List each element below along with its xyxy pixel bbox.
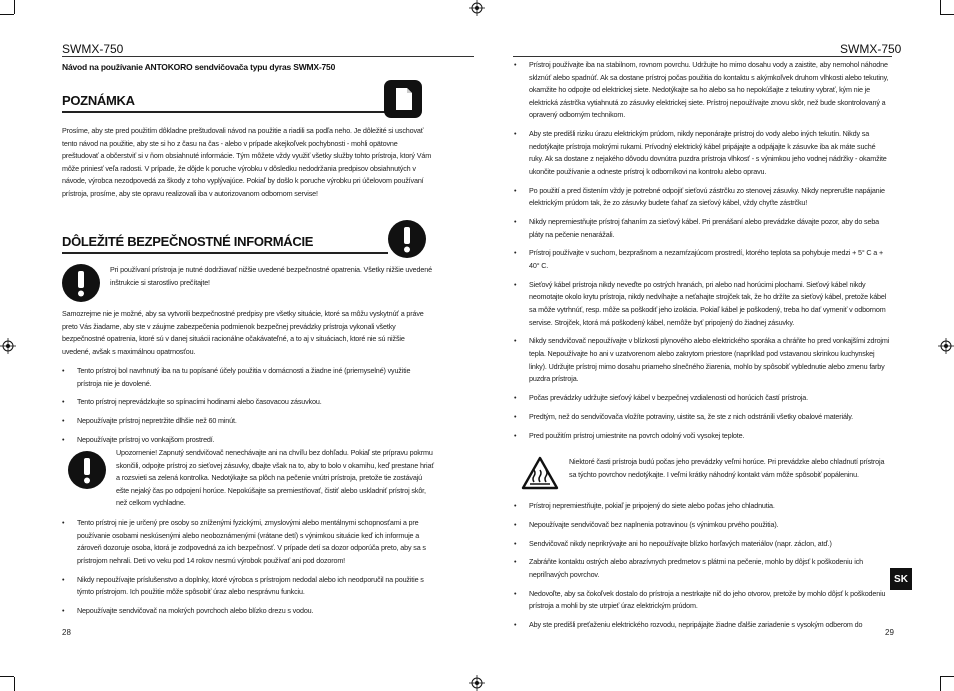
page-number-right: 29 <box>885 628 894 637</box>
header-rule-right <box>513 56 892 57</box>
unattended-warning-block <box>68 447 434 516</box>
safety-title-rule <box>62 252 388 254</box>
model-label-right: SWMX-750 <box>840 42 902 56</box>
safety-list-d <box>514 500 891 638</box>
document-icon <box>384 80 422 118</box>
model-label-left: SWMX-750 <box>62 42 124 56</box>
language-tab: SK <box>890 568 912 590</box>
page-number-left: 28 <box>62 628 71 637</box>
list-item: • Nikdy nepoužívajte príslušenstvo a doplnky, ktoré výrobca s prístrojom nedodal alebo ich neodporučil na použitie s týmto prístrojom. Ich použitie môže spôsobiť úraz alebo nesprávnu funkciu. <box>62 574 434 599</box>
list-item: • Prístroj používajte iba na stabilnom, rovnom povrchu. Udržujte ho mimo dosahu vody a zaistite, aby nemohol náhodne sklznúť alebo spadnúť. Ak sa dostane prístroj počas použitia do kontaktu s akýmkoľvek druhom vlhkosti alebo tekutiny, okamžite ho odpojte od elektrickej siete. Nedotýkajte sa ho alebo sa ho nepokúšajte z tekutiny vybrať, kým nie je elektrická zástrčka vytiahnutá zo zásuvky elektrickej siete. Prístroj nepoužívajte znovu skôr, než bude skontrolovaný a opravený odborným technikom. <box>514 59 891 122</box>
hot-surface-text: Niektoré časti prístroja budú počas jeho prevádzky veľmi horúce. Pri prevádzke alebo chladnutí prístroja sa týchto povrchov nedotýkajte. I veľmi krátky náhodný kontakt vám môže spôsobiť popáleninu. <box>569 457 885 479</box>
exclamation-icon <box>388 220 426 258</box>
list-item: • Zabráňte kontaktu ostrých alebo abrazívnych predmetov s plátmi na pečenie, mohlo by dôjsť k poškodeniu ich nepriľnavých povrchov. <box>514 556 891 581</box>
list-item: • Nepoužívajte sendvičovač na mokrých povrchoch alebo blízko drezu s vodou. <box>62 605 434 618</box>
safety-paragraph: Samozrejme nie je možné, aby sa vytvorili bezpečnostné predpisy pre všetky situácie, ktoré sa môžu vyskytnúť a práve preto Vás žiadame, aby ste v záujme zabezpečenia podmienok bezpečnej prevádzky prístroja vykonali všetky bezpečnostné opatrenia, ktoré sú v danej situácii racionálne očakávateľné, a to aj v situáciach, ktoré nie sú nižšie uvedené, avšak s maximálnou opatrnosťou. <box>62 309 424 356</box>
exclamation-icon <box>68 451 106 489</box>
safety-list-b <box>62 517 434 624</box>
list-item: • Sieťový kábel prístroja nikdy neveďte po ostrých hranách, pri alebo nad horúcimi plochami. Sieťový kábel nikdy neomotajte okolo krytu prístroja, nikdy nedvíhajte a neťahajte strojček tak, že ho držíte za sieťový kábel, pretože kábel sa môže vytrhnúť, resp. môže sa poškodiť jeho izolácia. Pokiaľ kábel je poškodený, treba ho dať vymeniť v odbornom servise. Strojček, ktorá má poškodený kábel, nemôže byť pripojený do žiadnej zásuvky. <box>514 279 891 329</box>
note-title-rule <box>62 111 388 113</box>
note-paragraph: Prosíme, aby ste pred použitím dôkladne preštudovali návod na použitie a riadili sa podľa neho. Je dôležité si uschovať tento návod na použitie, aby ste si ho z času na čas - alebo v prípade akejkoľvek pochybnosti - mohli opätovne preštudovať a občerstviť si v ňom obsiahnuté informácie. Tým môžete vždy využiť všetky služby tohto prístroja, ktorý Vám môže priniesť veľa radosti. V prípade, že dôjde k poruche výrobku v dôsledku nedodržania predpisov obsiahnutých v návode, výrobca nezodpovedá za škody z toho vyplývajúce. Pokiaľ by došlo k poruche výrobku pri účelovom používaní prístroja, prosíme, aby ste opravu realizovali iba v autorizovanom odbornom servise! <box>62 126 432 198</box>
safety-list-a <box>62 365 434 453</box>
safety-lead-text: Pri používaní prístroja je nutné dodržiavať nižšie uvedené bezpečnostné opatrenia. Všetky nižšie uvedené inštrukcie si starostlivo prečítajte! <box>110 265 432 287</box>
exclamation-icon <box>62 264 100 302</box>
note-title: POZNÁMKA <box>62 93 135 108</box>
unattended-warning-text: Upozornenie! Zapnutý sendvičovač nenechávajte ani na chvíľu bez dohľadu. Pokiaľ ste prípravu pokrmu skončili, odpojte prístroj zo sieťovej zásuvky, dbajte však na to, aby to bolo v okamihu, keď prestane hriať a rozsvieti sa zelená kontrolka. Nedotýkajte sa plôch na pečenie vnútri prístroja, pretože tie zostávajú ešte nejaký čas po odpojení horúce. Nepokúšajte sa premiestňovať, čistiť alebo uskladniť prístroj skôr, než celkom vychladne. <box>116 448 434 508</box>
safety-title: DÔLEŽITÉ BEZPEČNOSTNÉ INFORMÁCIE <box>62 234 314 249</box>
list-item: • Nikdy sendvičovač nepoužívajte v blízkosti plynového alebo elektrického sporáka a chráňte ho pred vonkajšími zdrojmi tepla. Nepoužívajte ho ani v uzatvorenom alebo zakrytom priestore (napríklad pod vstavanou skrinkou kuchynskej linky). Udržujte prístroj mimo dosahu priameho slnečného žiarenia, mohlo by spôsobiť vyblednutie alebo zmenu farby puzdra prístroja. <box>514 335 891 385</box>
hot-surface-block <box>521 456 891 496</box>
list-item: • Počas prevádzky udržujte sieťový kábel v bezpečnej vzdialenosti od horúcich častí prístroja. <box>514 392 891 405</box>
right-page <box>477 0 954 691</box>
list-item: • Nepoužívajte sendvičovač bez naplnenia potravinou (s výnimkou prvého použitia). <box>514 519 891 532</box>
header-rule-left <box>62 56 474 57</box>
list-item: • Sendvičovač nikdy neprikrývajte ani ho nepoužívajte blízko horľavých materiálov (napr. záclon, atď.) <box>514 538 891 551</box>
list-item: • Aby ste predišli riziku úrazu elektrickým prúdom, nikdy neponárajte prístroj do vody alebo iných tekutín. Nikdy sa nedotýkajte prístroja mokrými rukami. Prívodný elektrický kábel pripájajte a odpájajte k zásuvke iba ak máte suché ruky. Ak sa dostane z nejakého dôvodu dovnútra puzdra prístroja vlhkosť - s výnimkou jeho vodnej nádržky - okamžite ukončite používanie a odneste prístroj k odborníkovi na kontrolu alebo opravu. <box>514 128 891 178</box>
list-item: • Prístroj nepremiestňujte, pokiaľ je pripojený do siete alebo počas jeho chladnutia. <box>514 500 891 513</box>
list-item: • Po použití a pred čistením vždy je potrebné odpojiť sieťovú zástrčku zo stenovej zásuvky. Nikdy neprerušte napájanie elektrickým prúdom tak, že zo zásuvky budete ťahať za sieťový kábel, vždy chyťte zástrčku! <box>514 185 891 210</box>
list-item: • Nepoužívajte prístroj nepretržite dlhšie než 60 minút. <box>62 415 434 428</box>
list-item: • Predtým, než do sendvičovača vložíte potraviny, uistite sa, že ste z nich odstránili všetky obalové materiály. <box>514 411 891 424</box>
hot-surface-icon <box>521 456 559 490</box>
list-item: • Tento prístroj nie je určený pre osoby so zníženými fyzickými, zmyslovými alebo mentálnymi schopnosťami a pre používanie osobami neskúsenými alebo neoboznámenými (vrátane detí) s výnimkou situácie keď ich informuje a zároveň dozoruje osoba, ktorá je zodpovedná za ich bezpečnosť. V prípade detí sa dozor odporúča preto, aby sa s prístrojom nehrali. Deti vo veku pod 14 rokov nesmú výrobok používať ani pod dozorom! <box>62 517 434 567</box>
manual-subtitle: Návod na používanie ANTOKORO sendvičovača typu dyras SWMX-750 <box>62 62 336 72</box>
list-item: • Prístroj používajte v suchom, bezprašnom a nezamŕzajúcom prostredí, ktorého teplota sa pohybuje medzi + 5° C a + 40° C. <box>514 247 891 272</box>
list-item: • Aby ste predišli preťaženiu elektrického rozvodu, nepripájajte žiadne ďalšie zariadenie s vysokým odberom do <box>514 619 891 632</box>
safety-list-c <box>514 59 891 448</box>
list-item: • Tento prístroj bol navrhnutý iba na tu popísané účely použitia v domácnosti a žiadne iné (priemyselné) využitie prístroja nie je dovolené. <box>62 365 434 390</box>
list-item: • Tento prístroj neprevádzkujte so spínacími hodinami alebo časovacou zásuvkou. <box>62 396 434 409</box>
list-item: • Pred použitím prístroj umiestnite na povrch odolný voči vysokej teplote. <box>514 430 891 443</box>
list-item: • Nepoužívajte prístroj vo vonkajšom prostredí. <box>62 434 434 447</box>
safety-lead-block <box>62 264 434 308</box>
list-item: • Nedovoľte, aby sa čokoľvek dostalo do prístroja a nestrkajte nič do jeho otvorov, pretože by mohlo dôjsť k poškodeniu prístroja a mohli by ste utrpieť úraz elektrickým prúdom. <box>514 588 891 613</box>
list-item: • Nikdy nepremiestňujte prístroj ťahaním za sieťový kábel. Pri prenášaní alebo prevádzke dávajte pozor, aby do seba pláty na pečenie nenarážali. <box>514 216 891 241</box>
